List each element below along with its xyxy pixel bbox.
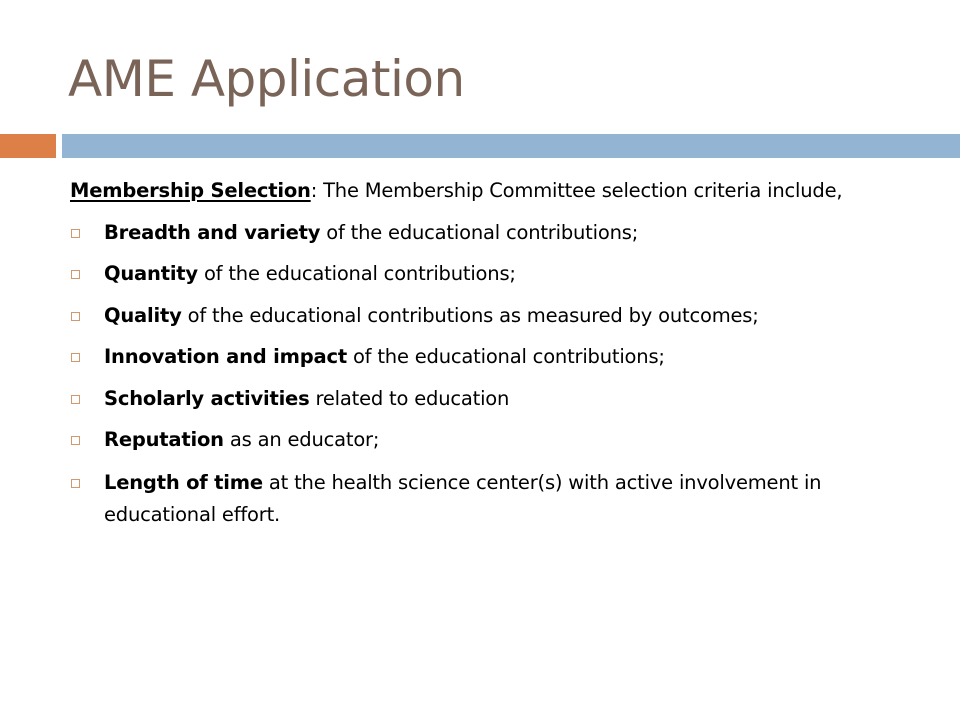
slide-body: [70, 176, 930, 531]
criteria-item: [70, 342, 930, 384]
square-bullet-icon: [71, 270, 80, 279]
criteria-item: [70, 259, 930, 301]
intro-paragraph: [70, 176, 930, 218]
criteria-item: [70, 384, 930, 426]
intro-lead: Membership Selection: [70, 179, 311, 202]
criteria-item-bold: Breadth and variety: [104, 220, 321, 244]
square-bullet-icon: [71, 479, 80, 488]
criteria-item-text: of the educational contributions as measured by outcomes;: [181, 303, 759, 327]
criteria-item-bold: Reputation: [104, 428, 224, 451]
square-bullet-icon: [71, 312, 80, 321]
intro-text: : The Membership Committee selection criteria include,: [310, 179, 843, 202]
criteria-item-text: as an educator;: [223, 428, 380, 451]
criteria-item: [70, 218, 930, 260]
criteria-item: [70, 425, 930, 467]
criteria-list: [70, 218, 930, 531]
slide-title: AME Application: [68, 50, 465, 108]
criteria-item-text: of the educational contributions;: [197, 262, 516, 285]
criteria-item-bold: Quality: [104, 303, 182, 327]
criteria-item-bold: Length of time: [104, 470, 263, 494]
square-bullet-icon: [71, 395, 80, 404]
accent-bar-blue: [62, 134, 960, 158]
criteria-item-text: of the educational contributions;: [346, 345, 665, 368]
criteria-item-text: related to education: [309, 386, 510, 410]
criteria-item: [70, 467, 904, 531]
criteria-item-bold: Scholarly activities: [104, 386, 310, 410]
criteria-item-bold: Quantity: [104, 262, 198, 285]
square-bullet-icon: [71, 353, 80, 362]
square-bullet-icon: [71, 436, 80, 445]
criteria-item-bold: Innovation and impact: [104, 345, 347, 368]
criteria-item-text: of the educational contributions;: [320, 220, 639, 244]
accent-bar-orange: [0, 134, 56, 158]
square-bullet-icon: [71, 229, 80, 238]
criteria-item: [70, 301, 930, 343]
criteria-item-text: at the health science center(s) with active involvement in educational effort.: [104, 470, 822, 526]
